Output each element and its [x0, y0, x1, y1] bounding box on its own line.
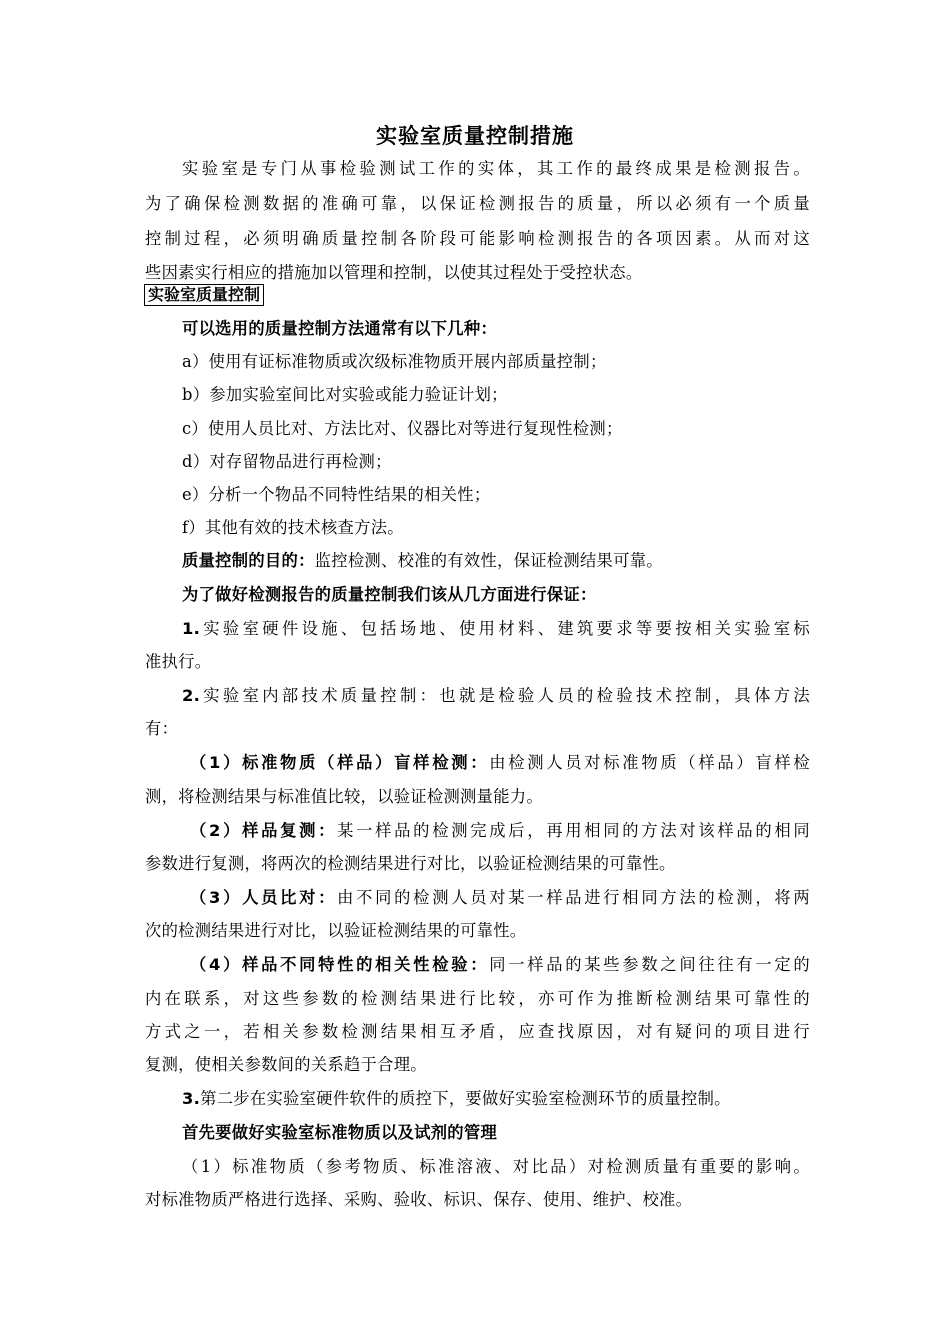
sub-2-line-2: 参数进行复测，将两次的检测结果进行对比，以验证检测结果的可靠性。: [145, 854, 676, 873]
point-1-line-2: 准执行。: [145, 652, 212, 671]
intro-line-1: 实验室是专门从事检验测试工作的实体，其工作的最终成果是检测报告。: [182, 159, 810, 178]
point-2-line-1: [182, 685, 810, 707]
point-2-text: 实验室内部技术质量控制：也就是检验人员的检验技术控制，具体方法: [200, 686, 810, 705]
management-line-1: （1）标准物质（参考物质、标准溶液、对比品）对检测质量有重要的影响。: [182, 1157, 810, 1176]
management-heading: 首先要做好实验室标准物质以及试剂的管理: [182, 1123, 498, 1142]
method-item: d）对存留物品进行再检测；: [182, 452, 392, 471]
sub-3-line-1: [190, 887, 810, 909]
method-item: c）使用人员比对、方法比对、仪器比对等进行复现性检测；: [182, 419, 623, 438]
sub-2-line-1: [190, 820, 810, 842]
sub-1-text: 由检测人员对标准物质（样品）盲样检: [489, 753, 810, 772]
point-2-number: 2.: [182, 686, 201, 705]
purpose-line: [182, 550, 810, 572]
sub-2-text: 某一样品的检测完成后，再用相同的方法对该样品的相同: [337, 821, 810, 840]
point-2-line-2: 有：: [145, 719, 179, 738]
intro-line-4: 些因素实行相应的措施加以管理和控制，以使其过程处于受控状态。: [145, 263, 643, 282]
sub-4-line-4: 复测，使相关参数间的关系趋于合理。: [145, 1055, 427, 1074]
sub-3-text: 由不同的检测人员对某一样品进行相同方法的检测，将两: [337, 888, 810, 907]
method-item: a）使用有证标准物质或次级标准物质开展内部质量控制；: [182, 352, 607, 371]
sub-1-line-1: [190, 752, 810, 774]
point-3-text: 第二步在实验室硬件软件的质控下，要做好实验室检测环节的质量控制。: [200, 1089, 731, 1108]
sub-4-text: 同一样品的某些参数之间往往有一定的: [489, 955, 810, 974]
guarantee-heading: 为了做好检测报告的质量控制我们该从几方面进行保证：: [182, 585, 597, 604]
point-1-number: 1.: [182, 619, 201, 638]
sub-2-label: （2）样品复测：: [190, 821, 338, 840]
sub-3-line-2: 次的检测结果进行对比，以验证检测结果的可靠性。: [145, 921, 527, 940]
point-1-text: 实验室硬件设施、包括场地、使用材料、建筑要求等要按相关实验室标: [200, 619, 810, 638]
purpose-label: 质量控制的目的：: [182, 551, 315, 570]
point-3-line-1: [182, 1088, 810, 1110]
sub-4-line-1: [190, 954, 810, 976]
sub-1-line-2: 测，将检测结果与标准值比较，以验证检测测量能力。: [145, 787, 543, 806]
methods-heading: 可以选用的质量控制方法通常有以下几种：: [182, 319, 498, 338]
sub-4-line-3: 方式之一，若相关参数检测结果相互矛盾，应查找原因，对有疑问的项目进行: [145, 1022, 810, 1041]
sub-3-label: （3）人员比对：: [190, 888, 338, 907]
purpose-text: 监控检测、校准的有效性，保证检测结果可靠。: [314, 551, 663, 570]
method-item: f）其他有效的技术核查方法。: [182, 518, 404, 537]
management-line-2: 对标准物质严格进行选择、采购、验收、标识、保存、使用、维护、校准。: [145, 1190, 693, 1209]
sub-4-line-2: 内在联系，对这些参数的检测结果进行比较，亦可作为推断检测结果可靠性的: [145, 989, 810, 1008]
sub-1-label: （1）标准物质（样品）盲样检测：: [190, 753, 490, 772]
method-item: b）参加实验室间比对实验或能力验证计划；: [182, 385, 508, 404]
point-3-number: 3.: [182, 1089, 201, 1108]
method-item: e）分析一个物品不同特性结果的相关性；: [182, 485, 491, 504]
intro-line-3: 控制过程，必须明确质量控制各阶段可能影响检测报告的各项因素。从而对这: [145, 229, 810, 248]
sub-4-label: （4）样品不同特性的相关性检验：: [190, 955, 490, 974]
point-1-line-1: [182, 618, 810, 640]
intro-line-2: 为了确保检测数据的准确可靠，以保证检测报告的质量，所以必须有一个质量: [145, 194, 810, 213]
document-title: 实验室质量控制措施: [376, 124, 574, 148]
section-heading: 实验室质量控制: [144, 284, 264, 306]
